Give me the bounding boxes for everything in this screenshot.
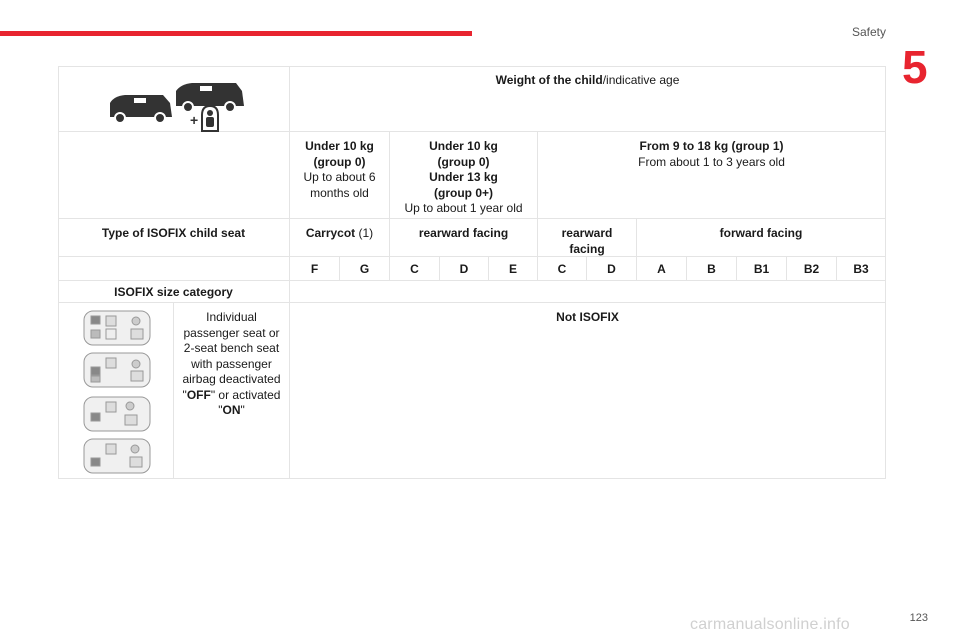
section-title: Safety [851, 25, 886, 39]
group-0plus-label2: (group 0+) [434, 185, 493, 200]
type-of-seat-label: Type of ISOFIX child seat [58, 219, 290, 257]
size-letter: B3 [837, 257, 886, 281]
size-letter: C [538, 257, 587, 281]
size-letter: E [489, 257, 538, 281]
size-letter: D [440, 257, 489, 281]
size-letter: A [637, 257, 687, 281]
group-0plus-age: Up to about 1 year old [404, 201, 523, 215]
group-0-label: (group 0) [313, 154, 366, 169]
group-1-weight: From 9 to 18 kg (group 1) [639, 139, 784, 153]
empty-cell [290, 281, 886, 303]
seat-position-diagrams [58, 303, 174, 479]
rearward-facing-1: rearward facing [390, 219, 538, 257]
size-letter: C [390, 257, 440, 281]
watermark: carmanualsonline.info [690, 616, 850, 633]
vehicle-seat-diagram [84, 439, 150, 473]
group-0-age-line1: Up to about 6 [303, 170, 376, 184]
empty-cell [58, 132, 290, 219]
isofix-table [58, 66, 886, 479]
size-letter: F [290, 257, 340, 281]
size-letter: B1 [737, 257, 787, 281]
group-0plus-cell [390, 132, 538, 219]
weight-header [290, 66, 886, 132]
group-0-weight: Under 10 kg [305, 139, 374, 153]
not-isofix: Not ISOFIX [290, 303, 886, 479]
carrycot-label: Carrycot [305, 226, 356, 240]
group-0plus-weight1: Under 10 kg [429, 139, 498, 153]
weight-header-rest: /indicative age [602, 73, 680, 87]
rearward-facing-2-line1: rearward [561, 226, 613, 240]
rearward-facing-2 [538, 219, 637, 257]
quote: " [182, 387, 187, 402]
vehicle-seat-diagram [84, 353, 150, 387]
seat-desc-line [174, 403, 289, 419]
child-seat-icon [202, 106, 218, 131]
vehicles-child-icon-cell [58, 66, 290, 132]
chapter-number: 5 [902, 41, 928, 93]
carrycot-cell [290, 219, 390, 257]
group-0-age-line2: months old [310, 185, 369, 200]
group-1-age: From about 1 to 3 years old [638, 154, 785, 169]
quote: " [218, 403, 223, 417]
seat-desc-line: passenger seat or [183, 325, 280, 340]
airbag-on-label: ON [222, 403, 241, 417]
seat-desc-line: airbag deactivated [182, 372, 281, 386]
seat-diagrams-cell [58, 303, 174, 479]
quote: " [240, 403, 245, 417]
vehicle-seat-diagram [84, 311, 150, 345]
airbag-off-label: OFF [186, 387, 211, 402]
size-letter: D [587, 257, 637, 281]
header-red-bar [0, 31, 472, 36]
group-0plus-label1: (group 0) [437, 154, 490, 169]
seat-description-cell [174, 303, 290, 479]
group-0plus-weight2: Under 13 kg [429, 170, 498, 184]
seat-desc-line: Individual [206, 310, 257, 324]
group-1-cell [538, 132, 886, 219]
group-0-cell [290, 132, 390, 219]
carrycot-note: (1) [355, 226, 374, 240]
forward-facing: forward facing [637, 219, 886, 257]
rearward-facing-2-line2: facing [569, 241, 605, 256]
size-letter: G [340, 257, 390, 281]
seat-desc-text: " or activated [210, 387, 281, 402]
weight-header-bold: Weight of the child [495, 73, 603, 87]
vehicle-seat-diagram [84, 397, 150, 431]
seat-desc-line: 2-seat bench seat [183, 341, 280, 355]
seat-desc-line [174, 388, 289, 404]
seat-desc-line: with passenger [191, 356, 272, 371]
van-icon [176, 83, 244, 112]
empty-cell [58, 257, 290, 281]
size-letter: B [687, 257, 737, 281]
vehicles-child-icon [58, 73, 290, 139]
plus-icon: + [190, 112, 199, 128]
page-number: 123 [909, 612, 928, 624]
van-icon [110, 95, 172, 123]
size-letter: B2 [787, 257, 837, 281]
size-category-label: ISOFIX size category [58, 281, 290, 303]
